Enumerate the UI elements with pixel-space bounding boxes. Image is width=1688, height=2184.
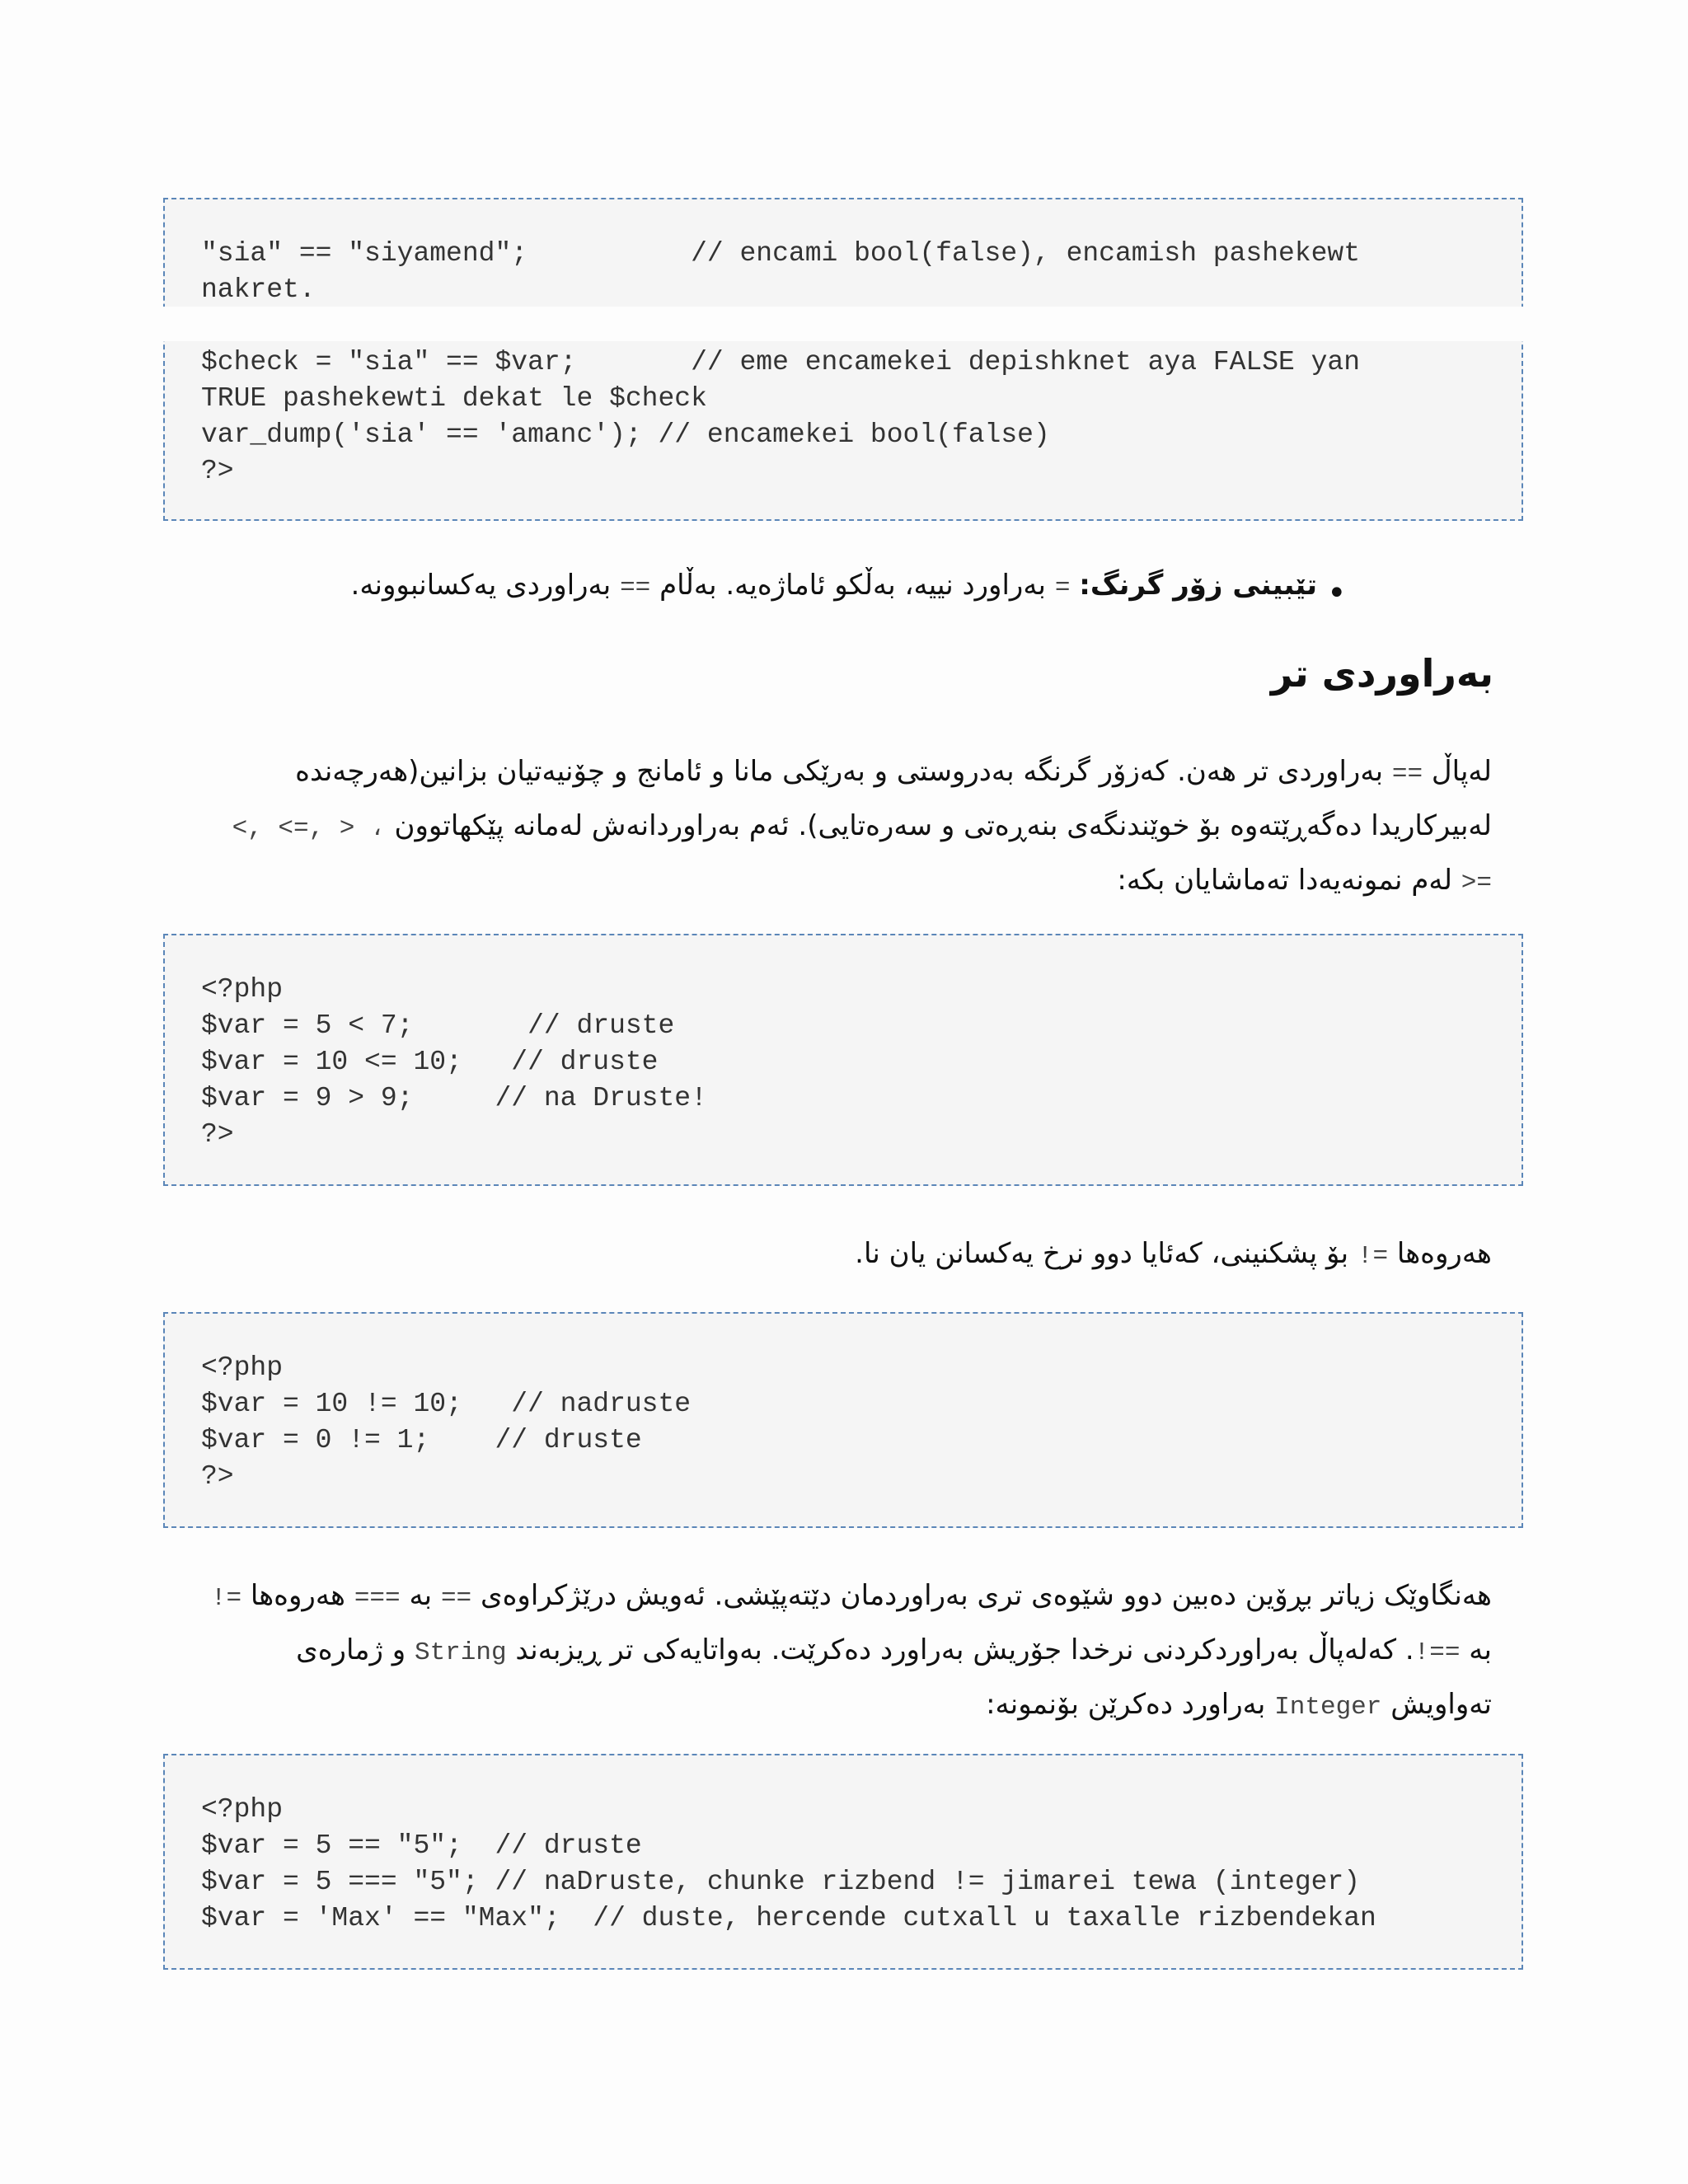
code-inline: == <box>1391 760 1423 789</box>
paragraph-text: هەروەها <box>1396 1237 1492 1270</box>
code-block-1 <box>163 198 1523 521</box>
note-text: بەراوردی یەکسانبوونە. <box>350 569 612 602</box>
code-line: <?php <box>201 974 284 1005</box>
code-line: $var = 10 <= 10; // druste <box>201 1047 659 1077</box>
code-inline: Integer <box>1274 1693 1382 1722</box>
paragraph-text: بە <box>409 1579 433 1612</box>
code-inline: = <box>1054 574 1071 602</box>
paragraph-strict-comparison <box>206 1570 1492 1733</box>
paragraph-text: هەنگاوێک زیاتر بڕۆین دەبین دوو شێوەی تری بەراوردمان دێتەپێشی. ئەویش درێژکراوەی <box>480 1579 1492 1612</box>
paragraph-text: بەراوردی تر هەن. کەزۆر گرنگە بەدروستی و بەرێکی مانا و ئامانج و چۆنیەتیان بزانین(هەرچەندە لەبیرکاریدا دەگەڕێتەوە بۆ خوێندنگەی بنەڕەتی و سەرەتایی). ئەم بەراوردانەش لەمانە پێکهاتوون <box>295 755 1492 842</box>
paragraph-text: . کەلەپاڵ بەراوردکردنی نرخدا جۆریش بەراورد دەکرێت. بەواتایەکی تر ڕیزبەند <box>515 1633 1414 1666</box>
code-line: $var = 5 === "5"; // naDruste, chunke rizbend != jimarei tewa (integer) <box>201 1867 1361 1897</box>
code-inline: String <box>414 1638 507 1667</box>
section-heading: بەراوردی تر <box>1270 651 1493 696</box>
page-break-gap <box>157 307 1533 341</box>
code-inline: == <box>440 1584 472 1613</box>
code-line: $var = 5 == "5"; // druste <box>201 1830 642 1861</box>
paragraph-text: بەراورد دەکرێن بۆنمونە: <box>986 1688 1266 1721</box>
paragraph-text: بۆ پشکنینی، کەئایا دوو نرخ یەکسانن یان نا. <box>855 1237 1349 1270</box>
code-inline: != <box>1357 1242 1389 1271</box>
paragraph-text: هەروەها <box>250 1579 345 1612</box>
paragraph-not-equal <box>206 1228 1492 1282</box>
code-inline: <, <=, > ، >= <box>232 814 1492 898</box>
paragraph-text: لەپاڵ <box>1431 755 1492 788</box>
code-line: nakret. <box>201 274 316 305</box>
code-block-2 <box>163 934 1523 1186</box>
note-label: تێبینی زۆر گرنگ: <box>1079 569 1317 602</box>
code-line: <?php <box>201 1794 284 1825</box>
code-line: TRUE pashekewti dekat le $check <box>201 383 707 414</box>
code-line: $var = 10 != 10; // nadruste <box>201 1389 692 1419</box>
code-inline: === <box>354 1584 401 1613</box>
code-line: ?> <box>201 1119 234 1150</box>
code-line: ?> <box>201 1461 234 1492</box>
note-text: بەراورد نییە، بەڵکو ئاماژەیە. بەڵام <box>659 569 1047 602</box>
code-line: $var = 0 != 1; // druste <box>201 1425 642 1455</box>
code-line: <?php <box>201 1352 284 1383</box>
code-line: "sia" == "siyamend"; // encami bool(false), encamish pashekewt <box>201 238 1361 269</box>
code-line: var_dump('sia' == 'amanc'); // encamekei bool(false) <box>201 419 1050 450</box>
code-line: $var = 9 > 9; // na Druste! <box>201 1083 707 1113</box>
code-line: $var = 'Max' == "Max"; // duste, hercende cutxall u taxalle rizbendekan <box>201 1903 1376 1933</box>
code-block-3 <box>163 1312 1523 1528</box>
code-inline: != <box>210 1584 242 1613</box>
paragraph-comparisons <box>206 746 1492 909</box>
paragraph-text: بە <box>1469 1633 1492 1666</box>
paragraph-text: و ژمارەی تەواویش <box>296 1633 1492 1721</box>
important-note <box>81 569 1317 602</box>
code-line: $var = 5 < 7; // druste <box>201 1010 675 1041</box>
code-line: ?> <box>201 456 234 486</box>
paragraph-text: لەم نمونەیەدا تەماشایان بکە: <box>1117 864 1452 897</box>
bullet-icon: • <box>1327 574 1347 612</box>
code-line: $check = "sia" == $var; // eme encamekei depishknet aya FALSE yan <box>201 347 1361 377</box>
code-inline: !== <box>1414 1638 1461 1667</box>
code-block-4 <box>163 1754 1523 1970</box>
code-inline: == <box>620 574 651 602</box>
